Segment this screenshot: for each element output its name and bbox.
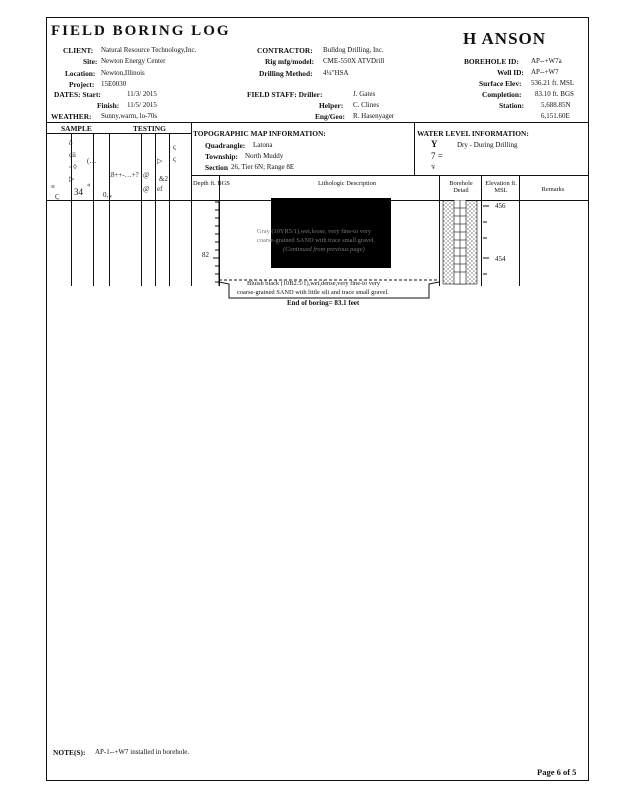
borehole-id-label: BOREHOLE ID: [464, 57, 519, 66]
elevation-label-454: 454 [495, 255, 506, 263]
notes-label: NOTE(S): [53, 748, 86, 757]
section-label: Section [205, 163, 228, 172]
section-value: 26, Tier 6N; Range 8E [231, 163, 295, 171]
water-section-label: WATER LEVEL INFORMATION: [417, 129, 529, 138]
header-divider [47, 122, 588, 123]
eng-geo-label: Eng/Geo: [315, 112, 345, 121]
township-label: Township: [205, 152, 239, 161]
svg-text:cii: cii [69, 151, 76, 159]
start-date-label: DATES: Start: [54, 90, 101, 99]
litho-unit1-line1: Gray (10YR5/1),wet,loose, very fine-to very [257, 228, 372, 235]
quadrangle-value: Latona [253, 141, 273, 149]
notes-text: AP-1--+W7 installed in borehole. [95, 748, 190, 756]
col-divider-7 [191, 175, 192, 286]
col-divider-6 [169, 133, 170, 286]
township-value: North Muddy [245, 152, 284, 160]
helper-label: Helper: [319, 101, 344, 110]
end-of-boring: End of boring= 83.1 feet [287, 299, 360, 307]
svg-text:▷: ▷ [69, 175, 75, 183]
completion-label: Completion: [482, 90, 522, 99]
site-value: Newton Energy Center [101, 57, 166, 65]
svg-text:≡: ≡ [51, 183, 55, 191]
page-number: Page 6 of 5 [537, 767, 577, 777]
quadrangle-label: Quadrangle: [205, 141, 246, 150]
location-value: Newton,Illinois [101, 69, 145, 77]
borehole-id-value: AP--+W7a [531, 57, 562, 65]
svg-text:ô: ô [69, 139, 73, 147]
col-divider-4 [141, 133, 142, 286]
finish-date-value: 11/5/ 2015 [127, 101, 157, 109]
rig-value: CME-550X ATVDrill [323, 57, 385, 65]
litho-unit2-line1: Bluish black (10B2.5/1),wet,dense,very fine-to very [247, 280, 381, 287]
col-divider-5 [155, 133, 156, 286]
project-label: Project: [69, 80, 95, 89]
svg-text:ef: ef [157, 185, 163, 193]
topo-left-border [191, 122, 192, 176]
info-band-bottom [191, 175, 588, 176]
col-divider-2 [93, 133, 94, 286]
litho-column-header: Lithologic Description [317, 180, 377, 187]
elevation-label-456: 456 [495, 202, 506, 210]
svg-text:@: @ [143, 171, 150, 179]
water-left-border [414, 122, 415, 176]
svg-text:@: @ [143, 185, 150, 193]
elevation-scale [481, 200, 493, 288]
finish-date-label: Finish: [97, 101, 120, 110]
depth-label-82: 82 [202, 251, 209, 259]
drilling-method-value: 4¼"HSA [323, 69, 349, 77]
svg-text:ﺑ ,0: ﺑ ,0 [103, 191, 112, 199]
elevation-column-right [519, 175, 520, 286]
well-id-label: Well ID: [497, 68, 524, 77]
sample-section-label: SAMPLE [61, 124, 92, 133]
completion-value: 83.10 ft. BGS [535, 90, 574, 98]
contractor-label: CONTRACTOR: [257, 46, 313, 55]
elevation-column-header: Elevation ft. MSL [485, 180, 517, 194]
client-value: Natural Resource Technology,Inc. [101, 46, 197, 54]
svg-text:;8++-…+?: ;8++-…+? [109, 171, 139, 179]
col-divider-1 [71, 133, 72, 286]
site-label: Site: [83, 57, 98, 66]
company-logo: H ANSON [463, 29, 547, 48]
svg-text:ς: ς [173, 155, 176, 163]
svg-text:▫ ◊: ▫ ◊ [69, 163, 77, 171]
svg-text:Ç: Ç [55, 193, 60, 201]
litho-unit1-note: (Continued from previous page) [283, 246, 365, 253]
sample-number: 34 [74, 187, 83, 197]
topo-section-label: TOPOGRAPHIC MAP INFORMATION: [193, 129, 326, 138]
col-divider-3 [109, 133, 110, 286]
water-symbol-1: Y [431, 139, 438, 149]
borehole-detail-graphic [439, 200, 483, 288]
testing-section-label: TESTING [133, 124, 166, 133]
driller-label: FIELD STAFF: Driller: [247, 90, 323, 99]
boring-log-page [46, 17, 589, 781]
driller-value: J. Gates [353, 90, 376, 98]
rig-label: Rig mfg/model: [265, 57, 315, 66]
start-date-value: 11/3/ 2015 [127, 90, 157, 98]
litho-unit2-line2: coarse-grained SAND with little silt and trace small gravel. [237, 289, 389, 296]
borehole-column-header: Borehole Detail [449, 180, 473, 194]
svg-text:«: « [87, 181, 91, 189]
helper-value: C. Clines [353, 101, 380, 109]
page-title: FIELD BORING LOG [51, 23, 231, 39]
svg-text:▷: ▷ [157, 157, 163, 165]
location-label: Location: [65, 69, 96, 78]
station-label: Station: [499, 101, 525, 110]
weather-label: WEATHER: [51, 112, 92, 121]
drilling-method-label: Drilling Method: [259, 69, 313, 78]
remarks-column-header: Remarks [541, 186, 565, 193]
svg-text:&2: &2 [159, 175, 168, 183]
eng-geo-value: R. Hasenyager [353, 112, 395, 120]
contractor-value: Bulldog Drilling, Inc. [323, 46, 384, 54]
station-easting: 6,151.60E [541, 112, 570, 120]
water-symbol-3: '¥ [431, 165, 435, 171]
weather-value: Sunny,warm, lo-70s [101, 112, 158, 120]
water-symbol-2: 7 = [431, 151, 443, 161]
well-id-value: AP--+W7 [531, 68, 559, 76]
client-label: CLIENT: [63, 46, 94, 55]
surface-elev-label: Surface Elev: [479, 79, 522, 88]
water-level-1: Dry - During Drilling [457, 141, 518, 149]
litho-unit1-line2: coarse-grained SAND with trace small gravel. [257, 237, 376, 244]
station-northing: 5,688.85N [541, 101, 571, 109]
depth-column-header: Depth ft. BGS [193, 180, 230, 187]
surface-elev-value: 536.21 ft. MSL [531, 79, 575, 87]
svg-text:ς: ς [173, 143, 176, 151]
svg-text:(…: (… [87, 157, 97, 165]
project-value: 15E0030 [101, 80, 127, 88]
